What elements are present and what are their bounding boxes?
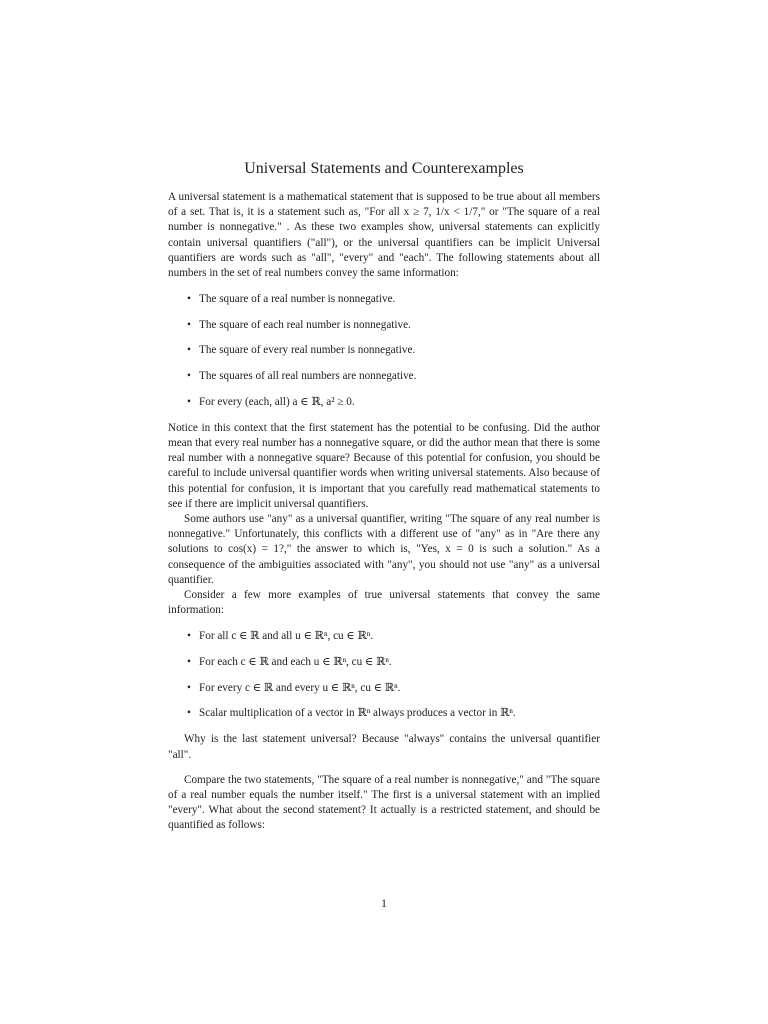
list-item: • The square of a real number is nonnegative. bbox=[168, 292, 600, 307]
bullet-icon: • bbox=[187, 681, 191, 694]
bullet-icon: • bbox=[187, 344, 191, 357]
any-quantifier-paragraph: Some authors use "any" as a universal quantifier, writing "The square of any real number is nonnegative." Unfortunately, this conflicts with a different use of "any" as in "Are there any solutions to cos(x) = 1?," the answer to which is, "Yes, x = 0 is such a solution." As a consequence of the ambiguities associated with "any", you should not use "any" as a universal quantifier. bbox=[168, 513, 600, 586]
bullet-icon: • bbox=[187, 630, 191, 643]
list-item: • The squares of all real numbers are nonnegative. bbox=[168, 369, 600, 384]
confusion-paragraph: Notice in this context that the first statement has the potential to be confusing. Did the author mean that every real number has a nonnegative square, or did the author mean that there is some real number with a nonnegative square? Because of this potential for confusion, you should be careful to include universal quantifier words when writing universal statements. Also because of this potential for confusion, it is important that you carefully read mathematical statements to see if there are implicit universal quantifiers. bbox=[168, 421, 600, 510]
bullet-icon: • bbox=[187, 318, 191, 331]
list-item: • Scalar multiplication of a vector in ℝⁿ always produces a vector in ℝⁿ. bbox=[168, 706, 600, 721]
list-item: • For every c ∈ ℝ and every u ∈ ℝⁿ, cu ∈ ℝⁿ. bbox=[168, 681, 600, 696]
list-item: • For all c ∈ ℝ and all u ∈ ℝⁿ, cu ∈ ℝⁿ. bbox=[168, 629, 600, 644]
page-title: Universal Statements and Counterexamples bbox=[244, 160, 524, 177]
why-universal-paragraph: Why is the last statement universal? Because "always" contains the universal quantifier "all". bbox=[168, 733, 600, 761]
equivalent-statements-list bbox=[168, 292, 600, 410]
vector-statements-list bbox=[168, 629, 600, 721]
list-item: • The square of every real number is nonnegative. bbox=[168, 343, 600, 358]
bullet-icon: • bbox=[187, 370, 191, 382]
intro-paragraph: A universal statement is a mathematical statement that is supposed to be true about all members of a set. That is, it is a statement such as, "For all x ≥ 7, 1/x < 1/7," or "The square of a real number is nonnegative." . As these two examples show, universal statements can explicitly contain universal quantifiers ("all"), or the universal quantifiers can be implicit Universal quantifiers are words such as "all", "every" and "each". The following statements about all numbers in the set of real numbers convey the same information: bbox=[168, 191, 600, 280]
bullet-icon: • bbox=[187, 656, 191, 669]
compare-statements-paragraph: Compare the two statements, "The square of a real number is nonnegative," and "The square of a real number equals the number itself." The first is a universal statement with an implied "every". What about the second statement? It actually is a restricted statement, and should be quantified as follows: bbox=[168, 773, 600, 832]
list-item: • For every (each, all) a ∈ ℝ, a² ≥ 0. bbox=[168, 395, 600, 410]
bullet-icon: • bbox=[187, 707, 191, 720]
list-item: • The square of each real number is nonnegative. bbox=[168, 318, 600, 333]
bullet-icon: • bbox=[187, 293, 191, 306]
document-body bbox=[168, 190, 600, 834]
list-item: • For each c ∈ ℝ and each u ∈ ℝⁿ, cu ∈ ℝⁿ. bbox=[168, 655, 600, 670]
bullet-icon: • bbox=[187, 395, 191, 408]
page-number: 1 bbox=[381, 896, 387, 910]
more-examples-paragraph: Consider a few more examples of true universal statements that convey the same information: bbox=[168, 589, 600, 617]
document-page bbox=[168, 0, 600, 1024]
